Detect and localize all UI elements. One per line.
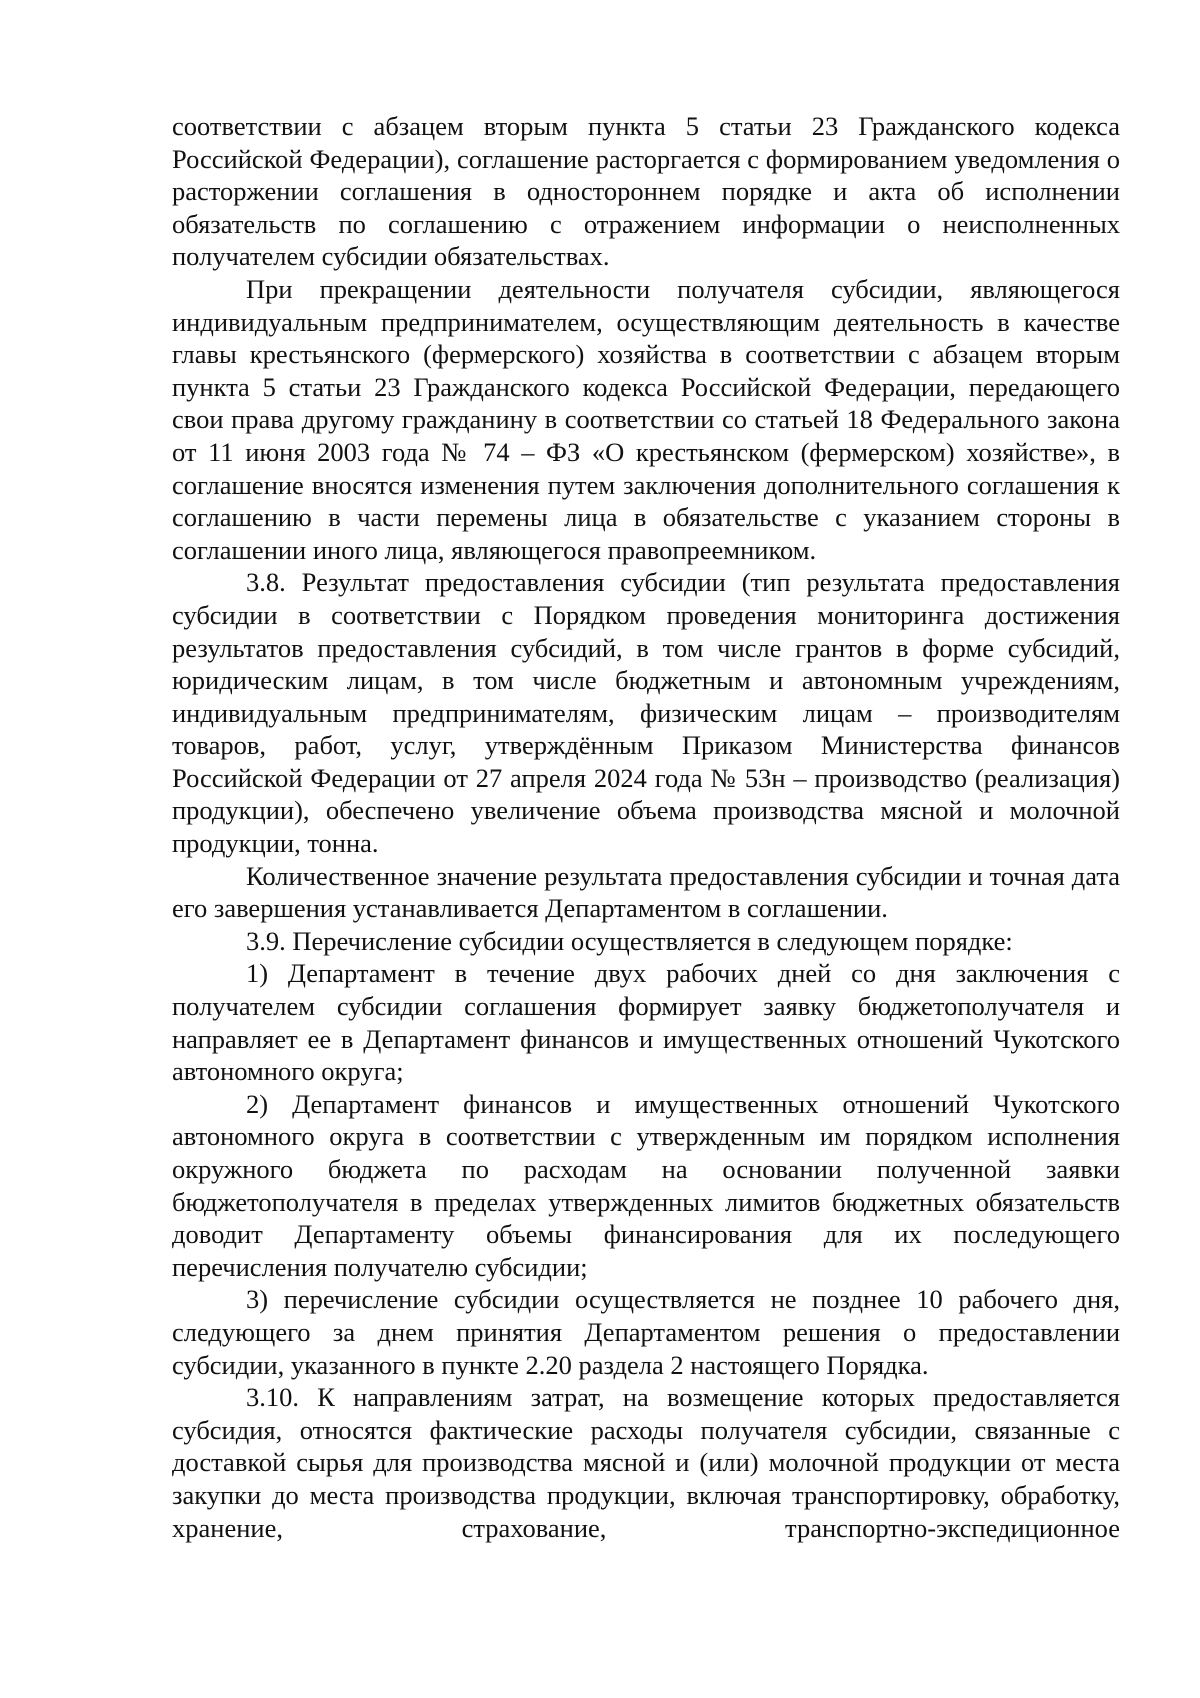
paragraph-termination-continued: соответствии с абзацем вторым пункта 5 статьи 23 Гражданского кодекса Российской Федерации), соглашение расторгается с формированием уведомления о расторжении соглашения в одностороннем порядке и акта об исполнении обязательств по соглашению с отражением информации о неисполненных получателем субсидии обязательствах.: [172, 111, 1120, 272]
paragraph-step-2: 2) Департамент финансов и имущественных отношений Чукотского автономного округа в соответствии с утвержденным им порядком исполнения окружного бюджета по расходам на основании полученной заявки бюджетополучателя в пределах утвержденных лимитов бюджетных обязательств доводит Департаменту объемы финансирования для их последующего перечисления получателю субсидии;: [172, 1088, 1120, 1282]
paragraph-3-10-cost-directions: 3.10. К направлениям затрат, на возмещение которых предоставляется субсидия, относятся фактические расходы получателя субсидии, связанные с доставкой сырья для производства мясной и (или) молочной продукции от места закупки до места производства продукции, включая транспортировку, обработку, хранение, страхование, транспортно-экспедиционное: [172, 1382, 1120, 1543]
paragraph-3-8-result: 3.8. Результат предоставления субсидии (тип результата предоставления субсидии в соответствии с Порядком проведения мониторинга достижения результатов предоставления субсидий, в том числе грантов в форме субсидий, юридическим лицам, в том числе бюджетным и автономным учреждениям, индивидуальным предпринимателям, физическим лицам – производителям товаров, работ, услуг, утверждённым Приказом Министерства финансов Российской Федерации от 27 апреля 2024 года № 53н – производство (реализация) продукции), обеспечено увеличение объема производства мясной и молочной продукции, тонна.: [172, 567, 1120, 859]
paragraph-step-3: 3) перечисление субсидии осуществляется не позднее 10 рабочего дня, следующего за днем принятия Департаментом решения о предоставлении субсидии, указанного в пункте 2.20 раздела 2 настоящего Порядка.: [172, 1284, 1120, 1380]
paragraph-farm-head-succession: При прекращении деятельности получателя субсидии, являющегося индивидуальным предпринимателем, осуществляющим деятельность в качестве главы крестьянского (фермерского) хозяйства в соответствии с абзацем вторым пункта 5 статьи 23 Гражданского кодекса Российской Федерации, передающего свои права другому гражданину в соответствии со статьей 18 Федерального закона от 11 июня 2003 года № 74 – ФЗ «О крестьянском (фермерском) хозяйстве», в соглашение вносятся изменения путем заключения дополнительного соглашения к соглашению в части перемены лица в обязательстве с указанием стороны в соглашении иного лица, являющегося правопреемником.: [172, 273, 1120, 565]
paragraph-result-value: Количественное значение результата предоставления субсидии и точная дата его завершения устанавливается Департаментом в соглашении.: [172, 860, 1120, 924]
paragraph-step-1: 1) Департамент в течение двух рабочих дней со дня заключения с получателем субсидии соглашения формирует заявку бюджетополучателя и направляет ее в Департамент финансов и имущественных отношений Чукотского автономного округа;: [172, 958, 1120, 1087]
document-page: [172, 110, 1120, 1544]
paragraph-3-9-transfer-order: 3.9. Перечисление субсидии осуществляется в следующем порядке:: [246, 925, 1013, 956]
